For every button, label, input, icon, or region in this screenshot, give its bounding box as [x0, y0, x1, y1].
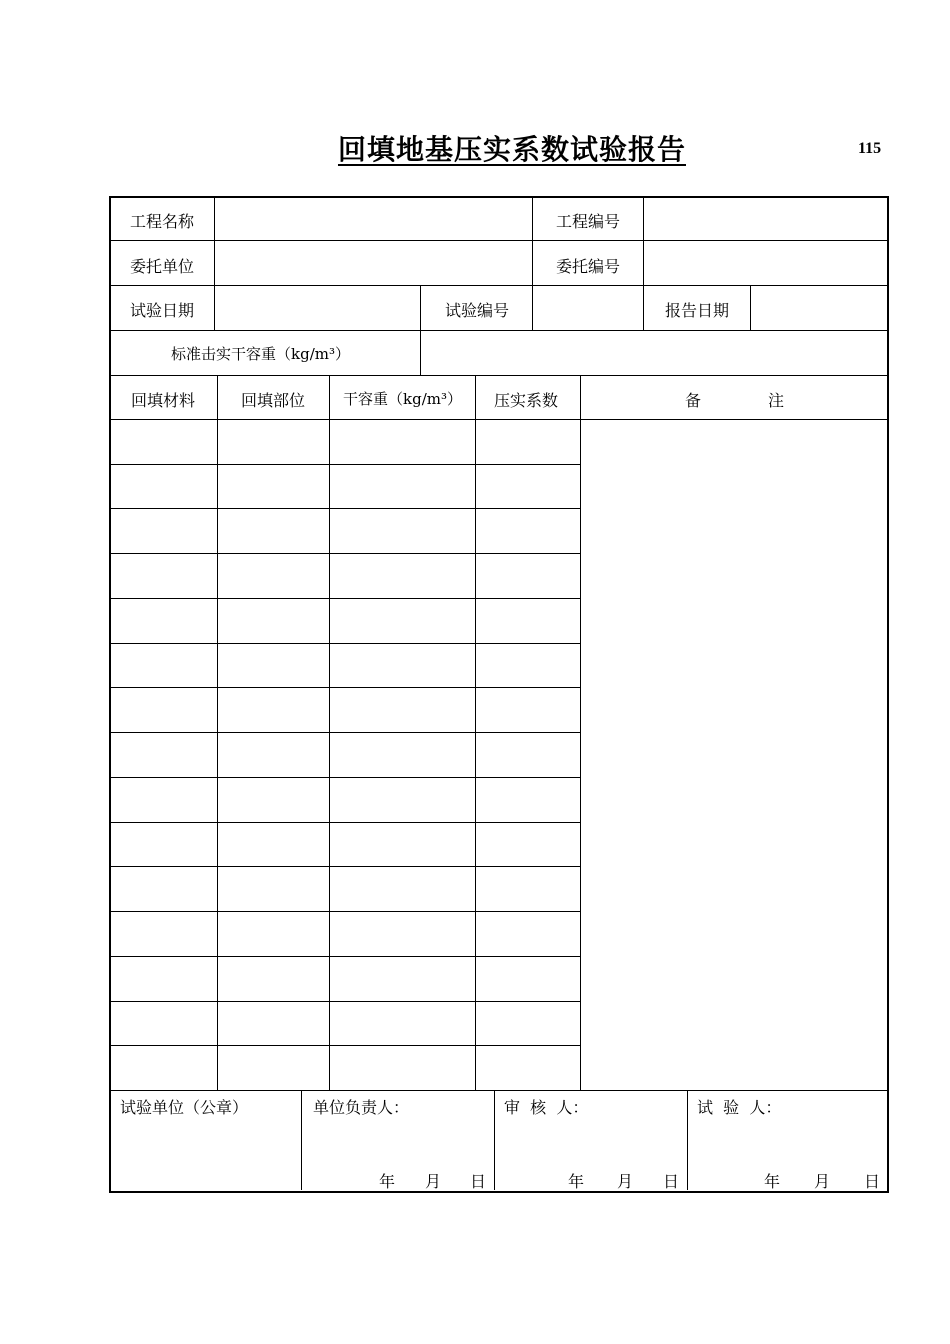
- test-code-label: 试验编号: [445, 301, 510, 320]
- reviewer-date-year: 年: [568, 1172, 585, 1191]
- table-row-divider: [110, 643, 580, 644]
- grid-vline-col-0: [217, 375, 218, 1090]
- table-row-divider: [110, 464, 580, 465]
- table-row-divider: [110, 508, 580, 509]
- table-row-divider: [110, 732, 580, 733]
- table-row-divider: [110, 956, 580, 957]
- project-code-label: 工程编号: [556, 212, 621, 231]
- grid-hline-header-0: [110, 240, 887, 241]
- table-row-divider: [110, 1001, 580, 1002]
- grid-hline-footer: [110, 1090, 887, 1091]
- table-row-divider: [110, 911, 580, 912]
- grid-vline-col-2: [475, 375, 476, 1090]
- table-row-divider: [110, 866, 580, 867]
- responsible-date-day: 日: [470, 1172, 487, 1191]
- test-unit-seal-label: 试验单位（公章）: [120, 1098, 249, 1117]
- page-title: 回填地基压实系数试验报告: [337, 133, 686, 166]
- tester-date-year: 年: [764, 1172, 781, 1191]
- table-row-divider: [110, 598, 580, 599]
- reviewer-label: 审 核 人：: [504, 1098, 589, 1117]
- table-row-divider: [110, 687, 580, 688]
- tester-date-day: 日: [864, 1172, 881, 1191]
- table-row-divider: [110, 777, 580, 778]
- grid-vline-header-e: [750, 285, 751, 330]
- grid-vline-col-1: [329, 375, 330, 1090]
- grid-vline-footer-0: [301, 1090, 302, 1190]
- col-header-location: 回填部位: [241, 391, 306, 410]
- report-date-label: 报告日期: [665, 301, 730, 320]
- table-row-divider: [110, 1045, 580, 1046]
- reviewer-date-month: 月: [617, 1172, 634, 1191]
- grid-vline-header-b: [532, 198, 533, 330]
- table-row-divider: [110, 822, 580, 823]
- grid-hline-header-3: [110, 375, 887, 376]
- responsible-person-label: 单位负责人：: [313, 1098, 410, 1117]
- col-header-dry-density: 干容重（kg/m³）: [343, 390, 462, 408]
- grid-vline-header-a: [214, 198, 215, 330]
- commission-code-label: 委托编号: [556, 257, 621, 276]
- grid-vline-header-d: [420, 285, 421, 375]
- grid-vline-footer-1: [494, 1090, 495, 1190]
- col-header-compaction: 压实系数: [494, 391, 559, 410]
- remarks-header-char-1: 备: [685, 391, 702, 410]
- grid-vline-header-c: [643, 198, 644, 330]
- grid-vline-col-3: [580, 375, 581, 1090]
- table-row-divider: [110, 553, 580, 554]
- remarks-header-char-2: 注: [768, 391, 785, 410]
- grid-vline-footer-2: [687, 1090, 688, 1190]
- reviewer-date-day: 日: [663, 1172, 680, 1191]
- tester-date-month: 月: [814, 1172, 831, 1191]
- client-unit-label: 委托单位: [130, 257, 195, 276]
- page-number: 115: [858, 140, 882, 157]
- col-header-material: 回填材料: [131, 391, 196, 410]
- responsible-date-year: 年: [379, 1172, 396, 1191]
- grid-hline-header-4: [110, 419, 887, 420]
- responsible-date-month: 月: [425, 1172, 442, 1191]
- tester-label: 试 验 人：: [697, 1098, 782, 1117]
- project-name-label: 工程名称: [130, 212, 195, 231]
- standard-density-label: 标准击实干容重（kg/m³）: [171, 345, 350, 363]
- grid-hline-header-2: [110, 330, 887, 331]
- test-date-label: 试验日期: [130, 301, 195, 320]
- grid-hline-header-1: [110, 285, 887, 286]
